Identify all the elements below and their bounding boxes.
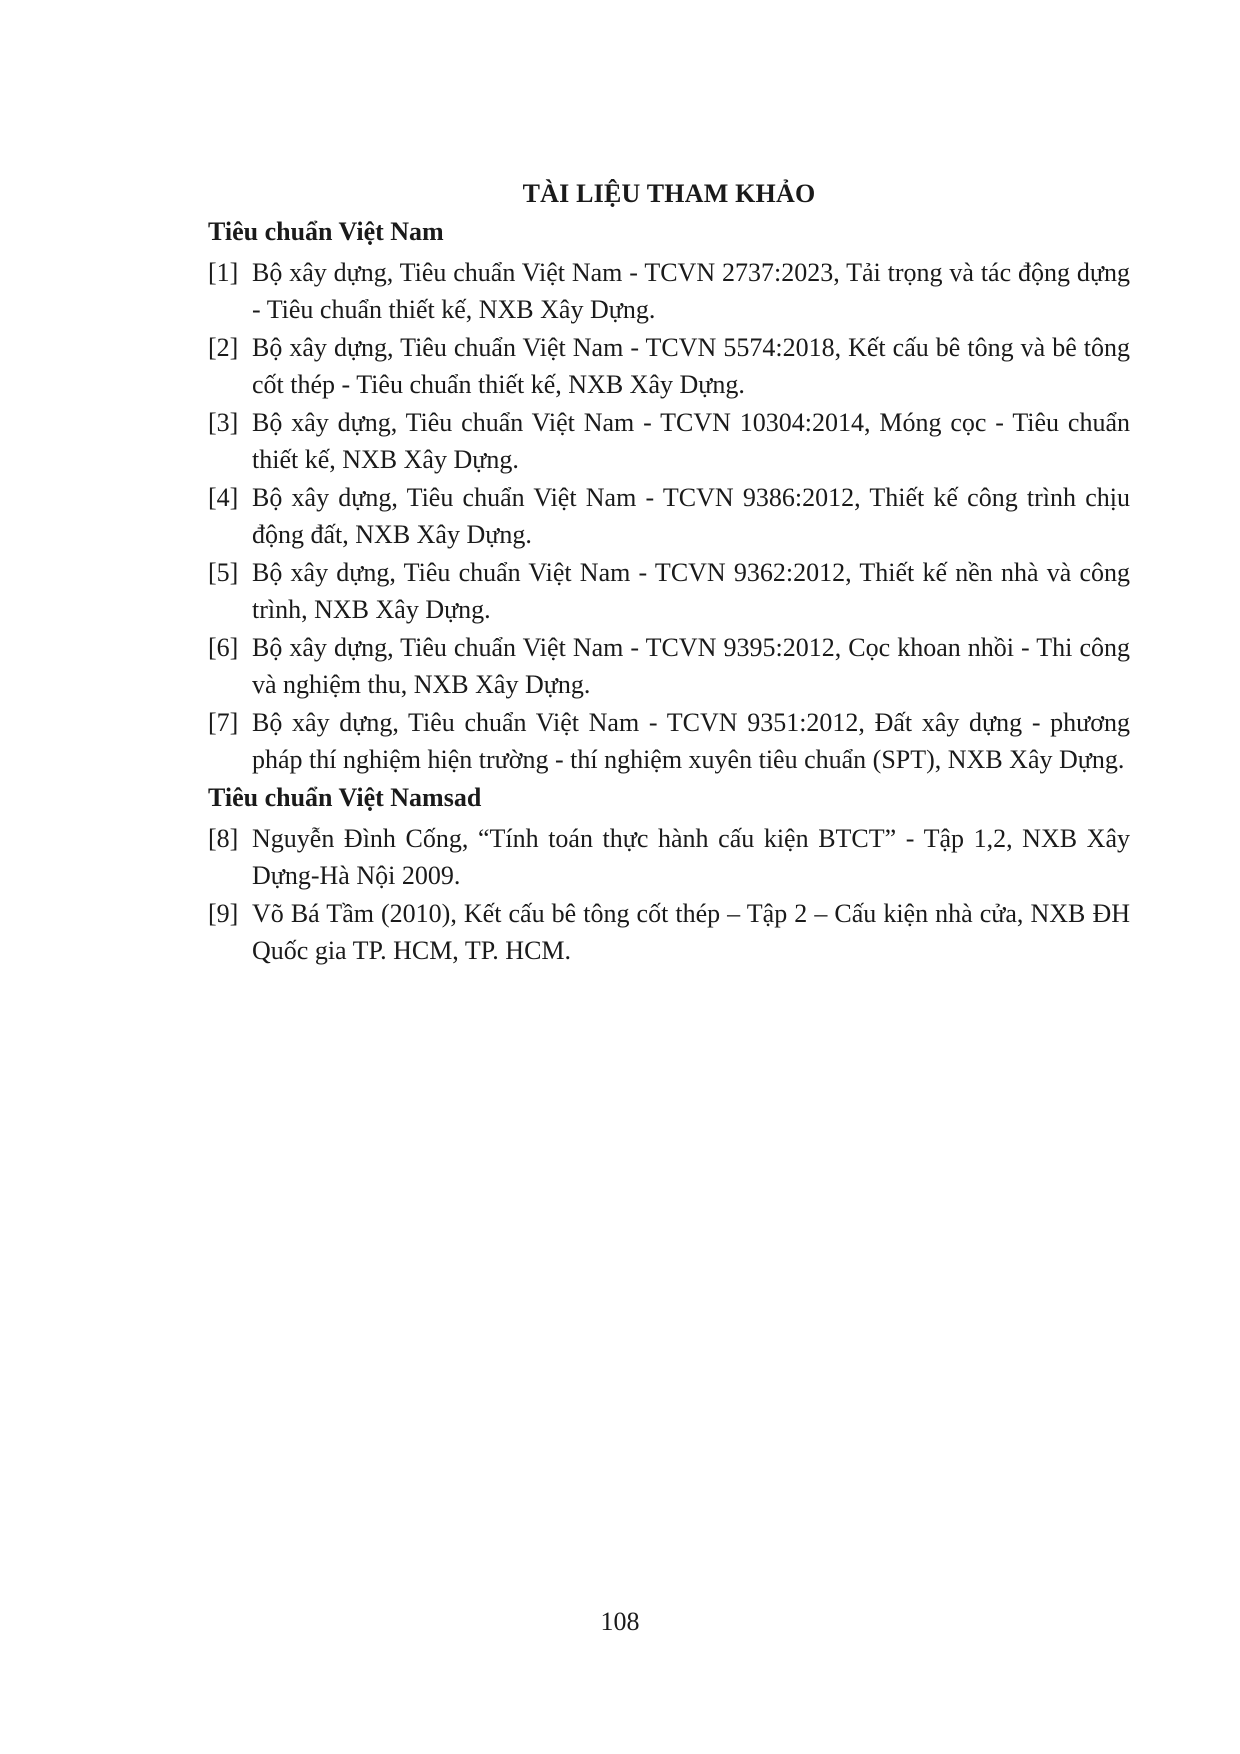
reference-list <box>208 254 1130 778</box>
reference-text: Bộ xây dựng, Tiêu chuẩn Việt Nam - TCVN 9395:2012, Cọc khoan nhồi - Thi công và nghiệm thu, NXB Xây Dựng. <box>252 633 1130 699</box>
reference-number: [3] <box>208 408 239 437</box>
reference-item <box>208 404 1130 478</box>
reference-number: [2] <box>208 333 239 362</box>
page-title: TÀI LIỆU THAM KHẢO <box>522 179 816 208</box>
reference-text: Bộ xây dựng, Tiêu chuẩn Việt Nam - TCVN 9351:2012, Đất xây dựng - phương pháp thí nghiệm hiện trường - thí nghiệm xuyên tiêu chuẩn (SPT), NXB Xây Dựng. <box>252 708 1130 774</box>
reference-item <box>208 895 1130 969</box>
reference-text: Bộ xây dựng, Tiêu chuẩn Việt Nam - TCVN 9386:2012, Thiết kế công trình chịu động đất, NXB Xây Dựng. <box>252 483 1130 549</box>
reference-item <box>208 254 1130 328</box>
reference-item <box>208 820 1130 894</box>
section-vietnam-standards <box>208 214 1130 778</box>
reference-number: [9] <box>208 899 239 928</box>
reference-item <box>208 629 1130 703</box>
reference-number: [6] <box>208 633 239 662</box>
section-heading: Tiêu chuẩn Việt Namsad <box>208 783 482 812</box>
reference-number: [1] <box>208 258 239 287</box>
reference-text: Bộ xây dựng, Tiêu chuẩn Việt Nam - TCVN 10304:2014, Móng cọc - Tiêu chuẩn thiết kế, NXB Xây Dựng. <box>252 408 1130 474</box>
reference-item <box>208 554 1130 628</box>
reference-text: Nguyễn Đình Cống, “Tính toán thực hành cấu kiện BTCT” - Tập 1,2, NXB Xây Dựng-Hà Nội 2009. <box>252 824 1130 890</box>
reference-item <box>208 479 1130 553</box>
reference-item <box>208 704 1130 778</box>
reference-text: Bộ xây dựng, Tiêu chuẩn Việt Nam - TCVN 9362:2012, Thiết kế nền nhà và công trình, NXB Xây Dựng. <box>252 558 1130 624</box>
reference-text: Bộ xây dựng, Tiêu chuẩn Việt Nam - TCVN 2737:2023, Tải trọng và tác động dựng - Tiêu chuẩn thiết kế, NXB Xây Dựng. <box>252 258 1130 324</box>
page-number: 108 <box>600 1607 640 1636</box>
reference-item <box>208 329 1130 403</box>
reference-text: Võ Bá Tầm (2010), Kết cấu bê tông cốt thép – Tập 2 – Cấu kiện nhà cửa, NXB ĐH Quốc gia TP. HCM, TP. HCM. <box>252 899 1130 965</box>
page-content <box>208 176 1130 971</box>
reference-number: [4] <box>208 483 239 512</box>
reference-number: [8] <box>208 824 239 853</box>
reference-number: [5] <box>208 558 239 587</box>
reference-number: [7] <box>208 708 239 737</box>
section-heading: Tiêu chuẩn Việt Nam <box>208 217 444 246</box>
section-other-references <box>208 780 1130 969</box>
reference-list <box>208 820 1130 969</box>
reference-text: Bộ xây dựng, Tiêu chuẩn Việt Nam - TCVN 5574:2018, Kết cấu bê tông và bê tông cốt thép - Tiêu chuẩn thiết kế, NXB Xây Dựng. <box>252 333 1130 399</box>
